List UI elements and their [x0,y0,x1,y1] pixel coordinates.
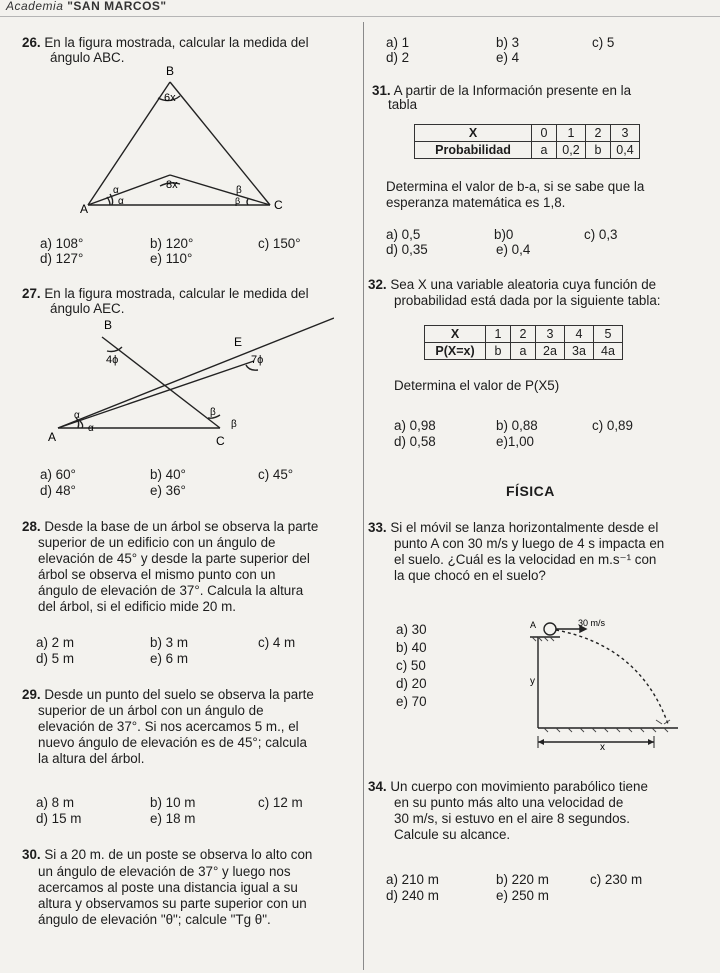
q32-line2: probabilidad está dada por la siguiente tabla: [394,293,661,308]
q29-line1: 29. Desde un punto del suelo se observa la parte [22,687,314,702]
q27-line1: 27. En la figura mostrada, calcular le medida del [22,286,309,301]
q31-option-a[interactable]: a) 0,5 [386,227,421,242]
q26-label-beta2: β [235,196,241,206]
q27-option-a[interactable]: a) 60° [40,467,76,482]
q28-line5: ángulo de elevación de 37°. Calcula la altura [38,583,304,598]
q33-label-speed: 30 m/s [578,618,606,628]
q29-option-c[interactable]: c) 12 m [258,795,303,810]
q34-line2: en su punto más alto una velocidad de [394,795,624,810]
q26-label-a: A [80,202,89,216]
q26-option-c[interactable]: c) 150° [258,236,301,251]
q33-option-a[interactable]: a) 30 [396,622,427,637]
q34-option-c[interactable]: c) 230 m [590,872,643,887]
q32-table [424,325,623,360]
q26-option-b[interactable]: b) 120° [150,236,194,251]
q26-line1: 26. En la figura mostrada, calcular la medida del [22,35,309,50]
q26-line2: ángulo ABC. [50,50,125,65]
q31-option-e[interactable]: e) 0,4 [496,242,531,257]
q32-option-b[interactable]: b) 0,88 [496,418,538,433]
prev-option-a[interactable]: a) 1 [386,35,410,50]
q31-table-row: Probabilidad a 0,2 b 0,4 [415,142,640,159]
q30-line2: un ángulo de elevación de 37° y luego nos [38,864,291,879]
q30-line4: altura y observamos su parte superior con un [38,896,307,911]
q28-option-e[interactable]: e) 6 m [150,651,188,666]
column-divider [363,22,364,970]
q27-line2: ángulo AEC. [50,301,125,316]
q33-label-y: y [530,676,535,687]
q29-option-d[interactable]: d) 15 m [36,811,82,826]
q26-option-a[interactable]: a) 108° [40,236,84,251]
q27-label-4phi: 4ϕ [106,354,119,366]
q31-option-c[interactable]: c) 0,3 [584,227,618,242]
q27-option-b[interactable]: b) 40° [150,467,186,482]
q34-line1: 34. Un cuerpo con movimiento parabólico tiene [368,779,648,794]
q33-line4: la que chocó en el suelo? [394,568,546,583]
q28-option-b[interactable]: b) 3 m [150,635,188,650]
q27-label-beta1: β [210,407,216,418]
q28-option-c[interactable]: c) 4 m [258,635,296,650]
q26-label-6x: 6x [164,92,176,104]
q29-option-b[interactable]: b) 10 m [150,795,196,810]
section-title-fisica: FÍSICA [506,483,555,499]
header-prefix: Academia [6,0,64,13]
q31-option-b[interactable]: b)0 [494,227,514,242]
q33-line1: 33. Si el móvil se lanza horizontalmente desde el [368,520,659,535]
q31-text2: esperanza matemática es 1,8. [386,195,566,210]
q29-line3: elevación de 37°. Si nos acercamos 5 m., el [38,719,299,734]
q33-option-b[interactable]: b) 40 [396,640,427,655]
q27-option-c[interactable]: c) 45° [258,467,294,482]
q32-option-a[interactable]: a) 0,98 [394,418,436,433]
q27-label-b: B [104,318,113,332]
q27-label-alpha2: α [88,423,94,434]
q33-option-e[interactable]: e) 70 [396,694,427,709]
q27-option-d[interactable]: d) 48° [40,483,76,498]
q32-table-row: P(X=x) b a 2a 3a 4a [425,343,623,360]
page-header [6,0,167,13]
prev-option-e[interactable]: e) 4 [496,50,520,65]
q33-line2: punto A con 30 m/s y luego de 4 s impacta en [394,536,665,551]
q28-line1: 28. Desde la base de un árbol se observa la parte [22,519,319,534]
q29-line5: la altura del árbol. [38,751,145,766]
header-rule [0,16,720,17]
q29-option-e[interactable]: e) 18 m [150,811,196,826]
q31-table [414,124,640,159]
q34-option-e[interactable]: e) 250 m [496,888,549,903]
q29-option-a[interactable]: a) 8 m [36,795,74,810]
q29-line2: superior de un árbol con un ángulo de [38,703,264,718]
header-name: "SAN MARCOS" [67,0,167,13]
prev-option-b[interactable]: b) 3 [496,35,520,50]
q26-option-e[interactable]: e) 110° [150,251,193,266]
q32-option-e[interactable]: e)1,00 [496,434,534,449]
q26-label-b: B [166,64,175,78]
q29-line4: nuevo ángulo de elevación es de 45°; calcula [38,735,307,750]
q31-line1: 31. A partir de la Información presente en la [372,83,632,98]
q30-line3: acercamos al poste una distancia igual a su [38,880,298,895]
q34-option-d[interactable]: d) 240 m [386,888,439,903]
q30-line1: 30. Si a 20 m. de un poste se observa lo alto con [22,847,313,862]
q26-triangle-figure [80,60,290,220]
q34-line3: 30 m/s, si estuvo en el aire 8 segundos. [394,811,630,826]
q30-line5: ángulo de elevación "θ"; calcule "Tg θ". [38,912,271,927]
q28-line6: del árbol, si el edificio mide 20 m. [38,599,236,614]
q31-text1: Determina el valor de b-a, si se sabe que la [386,179,645,194]
q26-label-alpha1: α [113,185,119,196]
q27-label-a: A [48,430,57,444]
q27-label-c: C [216,434,225,448]
q33-projectile-figure [520,616,690,752]
q34-option-b[interactable]: b) 220 m [496,872,549,887]
q32-option-d[interactable]: d) 0,58 [394,434,436,449]
q33-label-a: A [530,620,537,630]
q32-table-row: X 1 2 3 4 5 [425,326,623,343]
q32-text: Determina el valor de P(X5) [394,378,560,393]
q33-line3: el suelo. ¿Cuál es la velocidad en m.s⁻¹ con [394,552,657,567]
q26-label-beta1: β [236,185,242,196]
q26-label-c: C [274,198,283,212]
q28-option-a[interactable]: a) 2 m [36,635,74,650]
prev-option-c[interactable]: c) 5 [592,35,615,50]
q26-option-d[interactable]: d) 127° [40,251,84,266]
q31-table-row: X 0 1 2 3 [415,125,640,142]
q27-label-beta2: β [231,419,237,430]
q33-option-d[interactable]: d) 20 [396,676,427,691]
q27-option-e[interactable]: e) 36° [150,483,186,498]
q27-figure [44,315,334,455]
q28-line4: árbol se observa el mismo punto con un [38,567,276,582]
q31-line2: tabla [388,97,418,112]
q26-label-alpha2: α [118,196,124,207]
q26-label-8x: 8x [166,179,178,191]
q28-line2: superior de un edificio con un ángulo de [38,535,276,550]
q32-line1: 32. Sea X una variable aleatoria cuya función de [368,277,657,292]
q33-option-c[interactable]: c) 50 [396,658,426,673]
q34-option-a[interactable]: a) 210 m [386,872,439,887]
prev-option-d[interactable]: d) 2 [386,50,410,65]
q27-label-7phi: 7ϕ [251,354,264,366]
q34-line4: Calcule su alcance. [394,827,511,842]
q27-label-e: E [234,335,243,349]
q31-option-d[interactable]: d) 0,35 [386,242,428,257]
q28-line3: elevación de 45° y desde la parte superior del [38,551,310,566]
q32-option-c[interactable]: c) 0,89 [592,418,633,433]
q33-label-x: x [600,742,605,752]
q28-option-d[interactable]: d) 5 m [36,651,74,666]
q27-label-alpha1: α [74,410,80,421]
